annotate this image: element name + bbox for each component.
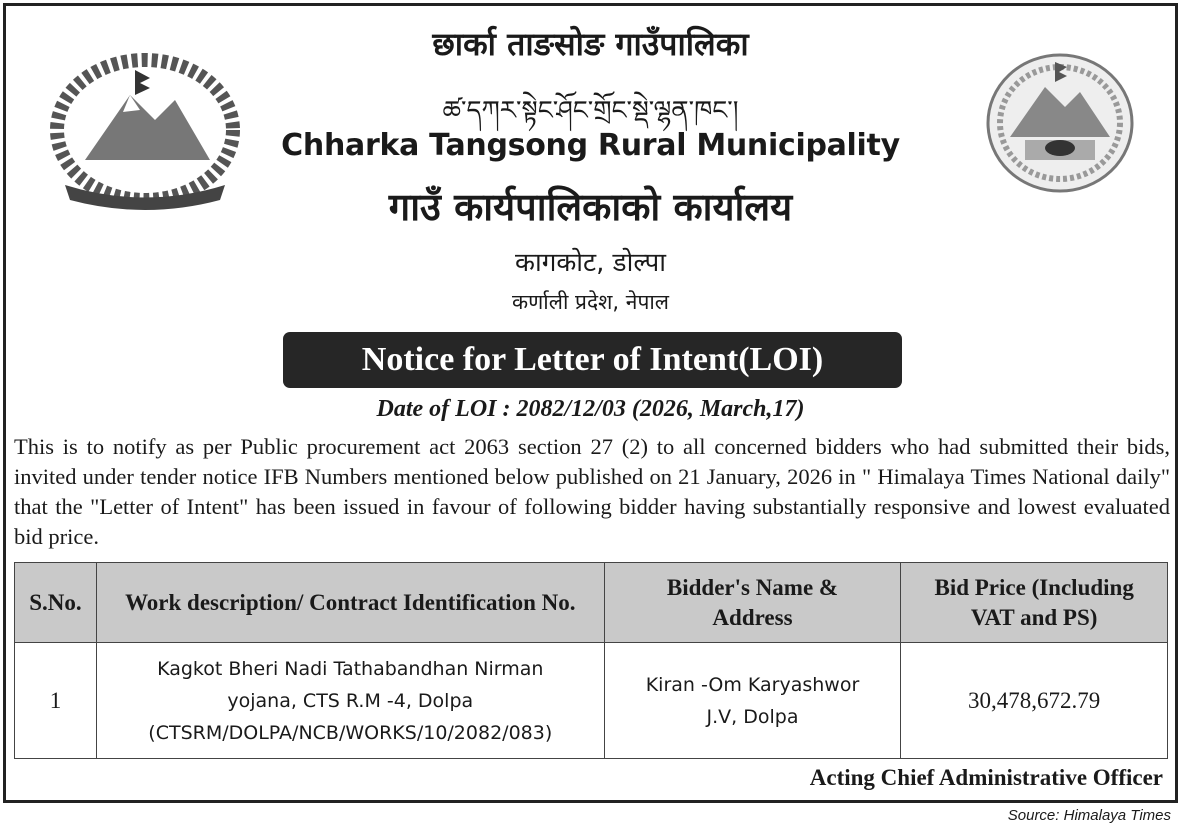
loi-date: Date of LOI : 2082/12/03 (2026, March,17) bbox=[376, 396, 805, 422]
bidder-address: J.V, Dolpa bbox=[706, 705, 799, 728]
header-sno: S.No. bbox=[15, 563, 97, 643]
cell-bid-price: 30,478,672.79 bbox=[901, 643, 1168, 759]
contract-id: (CTSRM/DOLPA/NCB/WORKS/10/2082/083) bbox=[148, 721, 553, 744]
work-line: yojana, CTS R.M -4, Dolpa bbox=[227, 689, 474, 712]
nepali-municipality-name: छार्का ताङसोङ गाउँपालिका bbox=[432, 25, 749, 63]
cell-sno: 1 bbox=[15, 643, 97, 759]
header-bidder: Bidder's Name & Address bbox=[604, 563, 901, 643]
bidder-name: Kiran -Om Karyashwor bbox=[645, 673, 860, 696]
english-municipality-name: Chharka Tangsong Rural Municipality bbox=[281, 128, 900, 163]
cell-bidder bbox=[604, 643, 901, 759]
table-row bbox=[15, 643, 1168, 759]
source-credit: Source: Himalaya Times bbox=[1007, 807, 1171, 824]
address-line-2: कर्णाली प्रदेश, नेपाल bbox=[511, 290, 670, 314]
header-work-description: Work description/ Contract Identification No. bbox=[96, 563, 604, 643]
address-line-1: कागकोट, डोल्पा bbox=[515, 248, 666, 278]
notice-body: This is to notify as per Public procurement act 2063 section 27 (2) to all concerned bidders who had submitted their bids, invited under tender notice IFB Numbers mentioned below published on 21 January, 2026 in " Himalaya Times National daily" that the "Letter of Intent" has been issued in favour of following bidder having substantially responsive and lowest evaluated bid price. bbox=[14, 434, 1170, 549]
header-bid-price: Bid Price (Including VAT and PS) bbox=[901, 563, 1168, 643]
signatory: Acting Chief Administrative Officer bbox=[809, 765, 1163, 790]
office-name: गाउँ कार्यपालिकाको कार्यालय bbox=[388, 185, 793, 229]
notice-title: Notice for Letter of Intent(LOI) bbox=[283, 332, 902, 388]
tibetan-municipality-name: ཚ་དཀར་སྟེང་ཤོང་གྲོང་སྡེ་ལྷན་ཁང་། bbox=[442, 96, 739, 126]
table-header-row bbox=[15, 563, 1168, 643]
cell-work-description bbox=[96, 643, 604, 759]
work-line: Kagkot Bheri Nadi Tathabandhan Nirman bbox=[157, 657, 544, 680]
loi-table bbox=[14, 562, 1168, 759]
